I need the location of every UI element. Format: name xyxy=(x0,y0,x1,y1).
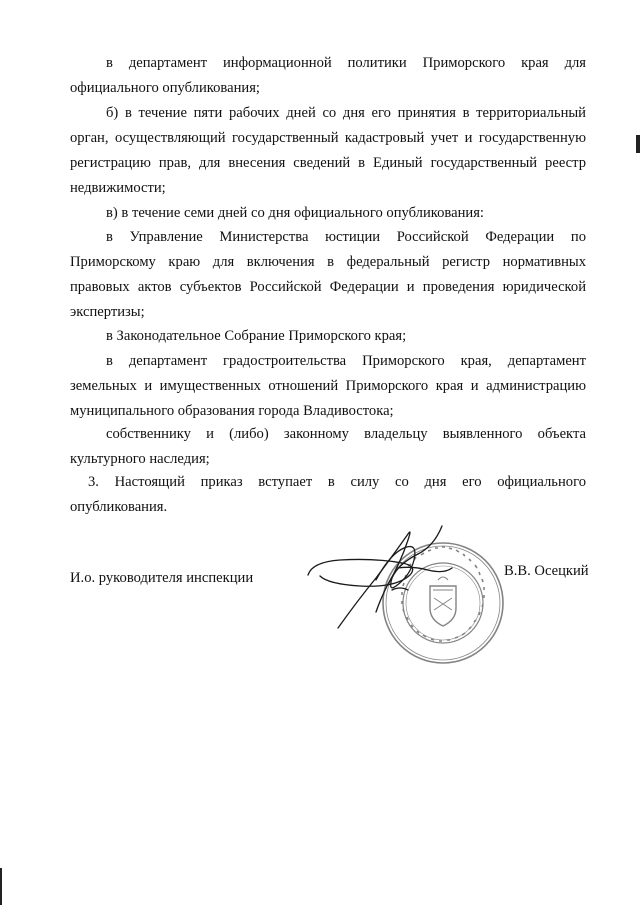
handwritten-signature xyxy=(300,520,470,630)
signatory-position: И.о. руководителя инспекции xyxy=(70,570,254,586)
paragraph-line: орган, осуществляющий государственный кадастровый учет и государственную xyxy=(70,130,586,146)
paragraph-line: культурного наследия; xyxy=(70,451,210,467)
paragraph-line: муниципального образования города Владивостока; xyxy=(70,403,394,419)
paragraph-line: официального опубликования; xyxy=(70,80,260,96)
paragraph-line: правовых актов субъектов Российской Федерации и проведения юридической xyxy=(70,279,586,295)
signatory-name: В.В. Осецкий xyxy=(504,563,589,579)
paragraph-line: собственнику и (либо) законному владельцу выявленного объекта xyxy=(106,426,586,442)
scan-edge-mark xyxy=(0,868,2,905)
paragraph-line: регистрацию прав, для внесения сведений в Единый государственный реестр xyxy=(70,155,586,171)
paragraph-line: в Законодательное Собрание Приморского края; xyxy=(106,328,407,344)
paragraph-line: в департамент информационной политики Приморского края для xyxy=(106,55,586,71)
paragraph-line: в департамент градостроительства Приморского края, департамент xyxy=(106,353,586,369)
paragraph-line: опубликования. xyxy=(70,499,168,515)
paragraph-line: в) в течение семи дней со дня официального опубликования: xyxy=(106,205,484,221)
paragraph-line: земельных и имущественных отношений Приморского края и администрацию xyxy=(70,378,586,394)
scan-edge-mark xyxy=(636,135,640,153)
paragraph-line: б) в течение пяти рабочих дней со дня его принятия в территориальный xyxy=(106,105,586,121)
paragraph-line: экспертизы; xyxy=(70,304,145,320)
paragraph-line: в Управление Министерства юстиции Российской Федерации по xyxy=(106,229,586,245)
paragraph-line: Приморскому краю для включения в федеральный регистр нормативных xyxy=(70,254,586,270)
paragraph-line: 3. Настоящий приказ вступает в силу со дня его официального xyxy=(88,474,586,490)
paragraph-line: недвижимости; xyxy=(70,180,166,196)
